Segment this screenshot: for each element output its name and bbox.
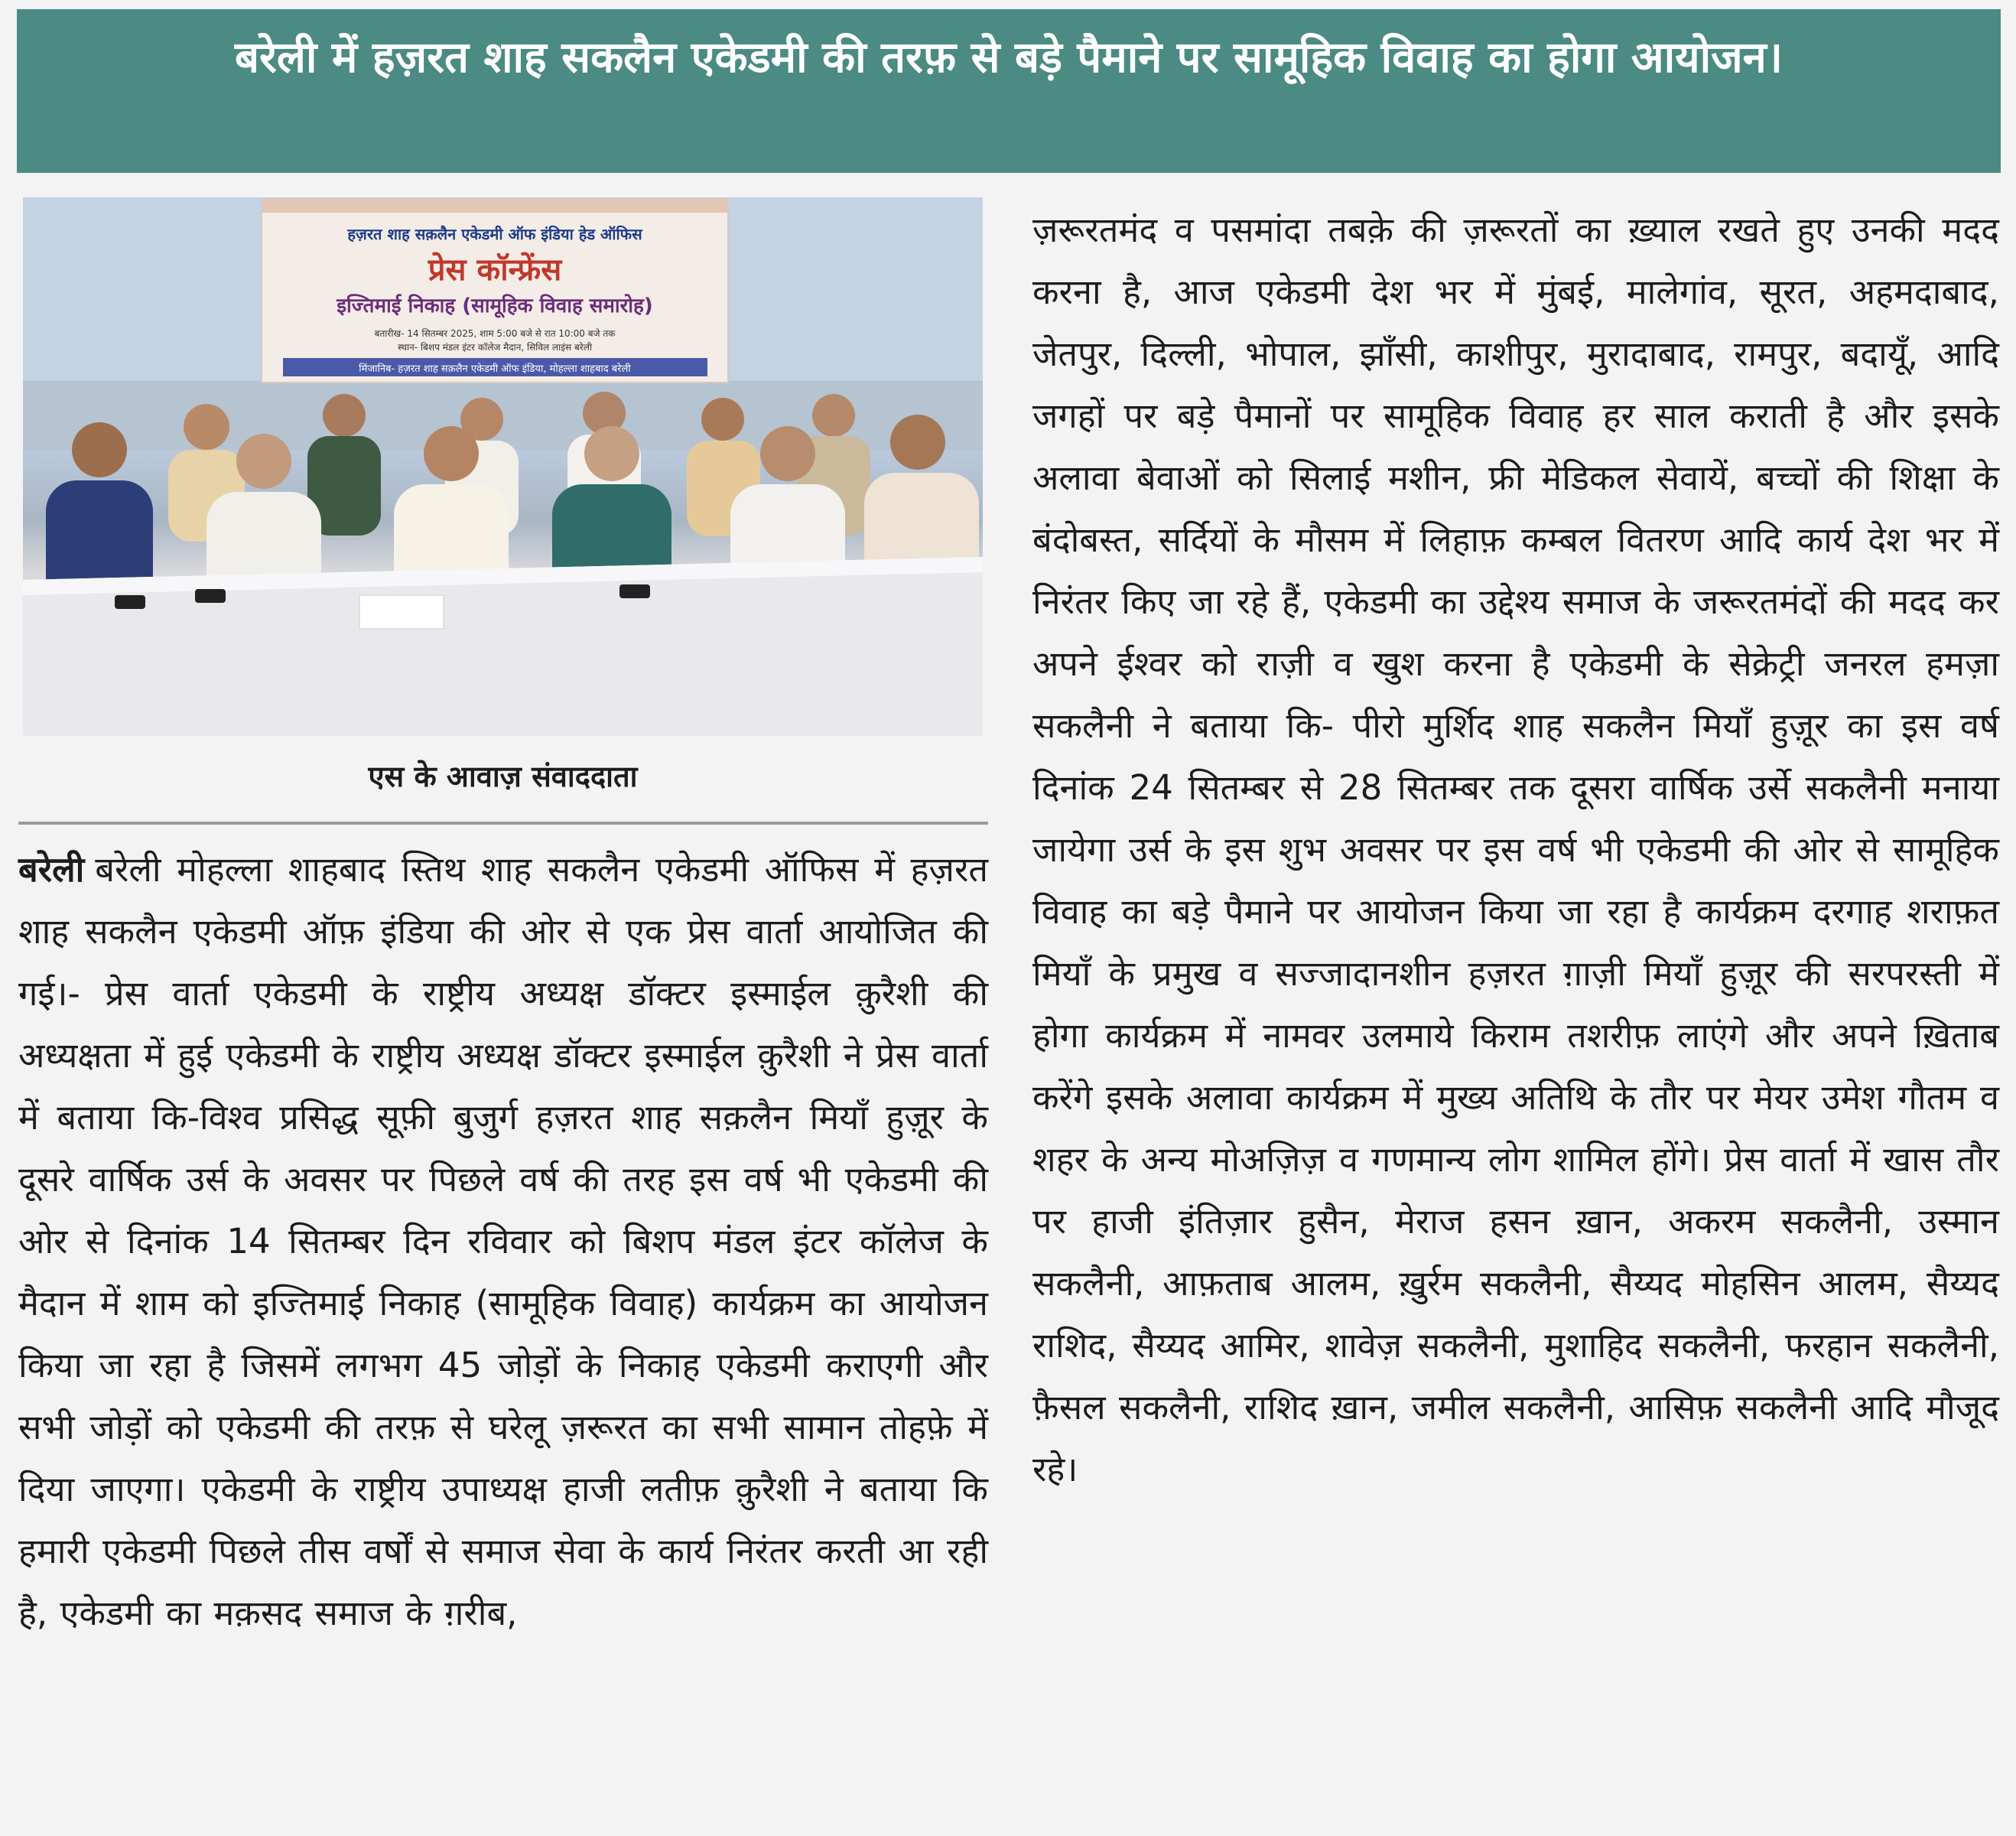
banner-line3: इज्तिमाई निकाह (सामूहिक विवाह समारोह) bbox=[337, 295, 653, 317]
photo-illustration bbox=[23, 197, 983, 736]
banner-line6: मिंजानिब- हज़रत शाह सक़लैन एकेडमी ऑफ इंडिया, मोहल्ला शाहबाद बरेली bbox=[359, 363, 631, 375]
headline: बरेली में हज़रत शाह सकलैन एकेडमी की तरफ़ से बड़े पैमाने पर सामूहिक विवाह का होगा आयोजन। bbox=[17, 9, 2001, 173]
article-text-right: ज़रूरतमंद व पसमांदा तबक़े की ज़रूरतों का ख़्याल रखते हुए उनकी मदद करना है, आज एकेडमी देश भर में मुंबई, मालेगांव, सूरत, अहमदाबाद, जेतपुर, दिल्ली, भोपाल, झाँसी, काशीपुर, मुरादाबाद, रामपुर, बदायूँ, आदि जगहों पर बड़े पैमानों पर सामूहिक विवाह हर साल कराती है और इसके अलावा बेवाओं को सिलाई मशीन, फ्री मेडिकल सेवायें, बच्चों की शिक्षा के बंदोबस्त, सर्दियों के मौसम में लिहाफ़ कम्बल वितरण आदि कार्य देश भर में निरंतर किए जा रहे हैं, एकेडमी का उद्देश्य समाज के जरूरतमंदों की मदद कर अपने ईश्वर को राज़ी व खुश करना है एकेडमी के सेक्रेट्री जनरल हमज़ा सकलैनी ने बताया कि- पीरो मुर्शिद शाह सकलैन मियाँ हुज़ूर का इस वर्ष दिनांक 24 सितम्बर से 28 सितम्बर तक दूसरा वार्षिक उर्से सकलैनी मनाया जायेगा उर्स के इस शुभ अवसर पर इस वर्ष भी एकेडमी की ओर से सामूहिक विवाह का बड़े पैमाने पर आयोजन किया जा रहा है कार्यक्रम दरगाह शराफ़त मियाँ के प्रमुख व सज्जादानशीन हज़रत ग़ाज़ी मियाँ हुज़ूर की सरपरस्ती में होगा कार्यक्रम में नामवर उलमाये किराम तशरीफ़ लाएंगे और अपने ख़िताब करेंगे इसके अलावा कार्यक्रम में मुख्य अतिथि के तौर पर मेयर उमेश गौतम व शहर के अन्य मोअज़िज़ व गणमान्य लोग शामिल होंगे। प्रेस वार्ता में खास तौर पर हाजी इंतिज़ार हुसैन, मेराज हसन ख़ान, अकरम सकलैनी, उस्मान सकलैनी, आफ़ताब आलम, ख़ुर्रम सकलैनी, सैय्यद मोहसिन आलम, सैय्यद राशिद, सैय्यद आमिर, शावेज़ सकलैनी, मुशाहिद सकलैनी, फरहान सकलैनी, फ़ैसल सकलैनी, राशिद ख़ान, जमील सकलैनी, आसिफ़ सकलैनी आदि मौजूद रहे। bbox=[1032, 210, 1999, 1489]
article-column-left bbox=[18, 838, 988, 1644]
dateline: बरेली bbox=[18, 849, 85, 890]
banner-line1: हज़रत शाह सक़लैन एकेडमी ऑफ इंडिया हेड ऑफिस bbox=[347, 225, 642, 243]
caption-divider bbox=[18, 822, 988, 825]
article-text-left: बरेली मोहल्ला शाहबाद स्तिथ शाह सकलैन एकेडमी ऑफिस में हज़रत शाह सकलैन एकेडमी ऑफ़ इंडिया की ओर से एक प्रेस वार्ता आयोजित की गई।- प्रेस वार्ता एकेडमी के राष्ट्रीय अध्यक्ष डॉक्टर इस्माईल क़ुरैशी की अध्यक्षता में हुई एकेडमी के राष्ट्रीय अध्यक्ष डॉक्टर इस्माईल क़ुरैशी ने प्रेस वार्ता में बताया कि-विश्व प्रसिद्ध सूफ़ी बुजुर्ग हज़रत शाह सक़लैन मियाँ हुज़ूर के दूसरे वार्षिक उर्स के अवसर पर पिछले वर्ष की तरह इस वर्ष भी एकेडमी की ओर से दिनांक 14 सितम्बर दिन रविवार को बिशप मंडल इंटर कॉलेज के मैदान में शाम को इज्तिमाई निकाह (सामूहिक विवाह) कार्यक्रम का आयोजन किया जा रहा है जिसमें लगभग 45 जोड़ों के निकाह एकेडमी कराएगी और सभी जोड़ों को एकेडमी की तरफ़ से घरेलू ज़रूरत का सभी सामान तोहफ़े में दिया जाएगा। एकेडमी के राष्ट्रीय उपाध्यक्ष हाजी लतीफ़ क़ुरैशी ने बताया कि हमारी एकेडमी पिछले तीस वर्षों से समाज सेवा के कार्य निरंतर करती आ रही है, एकेडमी का मक़सद समाज के ग़रीब, bbox=[18, 849, 988, 1633]
banner-line2: प्रेस कॉन्फ्रेंस bbox=[428, 252, 562, 288]
banner-line4: बतारीख- 14 सितम्बर 2025, शाम 5:00 बजे से रात 10:00 बजे तक bbox=[374, 328, 616, 339]
press-conference-photo bbox=[23, 197, 983, 736]
article-column-right bbox=[1032, 199, 1999, 1500]
banner bbox=[262, 199, 728, 382]
photo-caption: एस के आवाज़ संवाददाता bbox=[368, 760, 638, 793]
banner-line5: स्थान- बिशप मंडल इंटर कॉलेज मैदान, सिविल लाइंस बरेली bbox=[397, 342, 593, 353]
table bbox=[23, 557, 983, 736]
